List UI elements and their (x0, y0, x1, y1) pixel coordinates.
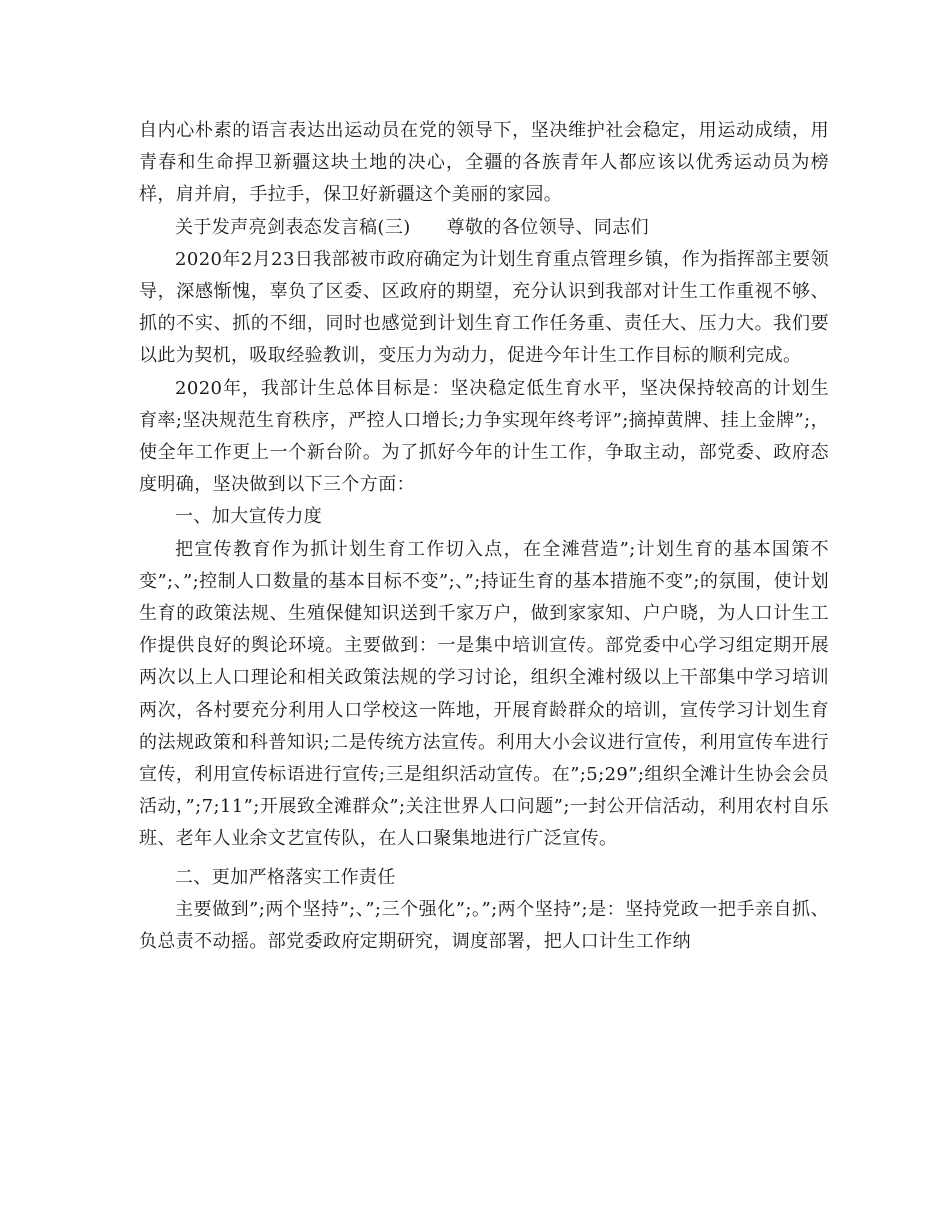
section-heading-1: 一、加大宣传力度 (175, 506, 323, 528)
salutation: 尊敬的各位领导、同志们 (446, 216, 650, 238)
paragraph-goals: 2020年，我部计生总体目标是：坚决稳定低生育水平，坚决保持较高的计划生育率;坚决规范生育秩序，严控人口增长;力争实现年终考评”;摘掉黄牌、挂上金牌”;，使全年工作更上一个新台阶。为了抓好今年的计生工作，争取主动，部党委、政府态度明确，坚决做到以下三个方面： (139, 377, 829, 496)
speech-title: 关于发声亮剑表态发言稿(三) (175, 216, 411, 238)
document-body (139, 115, 829, 958)
paragraph-publicity: 把宣传教育作为抓计划生育工作切入点，在全滩营造”;计划生育的基本国策不变”;、”;控制人口数量的基本目标不变”;、”;持证生育的基本措施不变”;的氛围，使计划生育的政策法规、生殖保健知识送到千家万户，做到家家知、户户晓，为人口计生工作提供良好的舆论环境。主要做到：一是集中培训宣传。部党委中心学习组定期开展两次以上人口理论和相关政策法规的学习讨论，组织全滩村级以上干部集中学习培训两次，各村要充分利用人口学校这一阵地，开展育龄群众的培训，宣传学习计划生育的法规政策和科普知识;二是传统方法宣传。利用大小会议进行宣传，利用宣传车进行宣传，利用宣传标语进行宣传;三是组织活动宣传。在”;5;29”;组织全滩计生协会会员活动，”;7;11”;开展致全滩群众”;关注世界人口问题”;一封公开信活动，利用农村自乐班、老年人业余文艺宣传队，在人口聚集地进行广泛宣传。 (139, 538, 829, 850)
paragraph-responsibility: 主要做到”;两个坚持”;、”;三个强化”;。”;两个坚持”;是：坚持党政一把手亲自抓、负总责不动摇。部党委政府定期研究，调度部署，把人口计生工作纳 (139, 898, 829, 953)
section-heading-2: 二、更加严格落实工作责任 (175, 866, 396, 888)
paragraph-background: 2020年2月23日我部被市政府确定为计划生育重点管理乡镇，作为指挥部主要领导，深感惭愧，辜负了区委、区政府的期望，充分认识到我部对计生工作重视不够、抓的不实、抓的不细，同时也感觉到计划生育工作任务重、责任大、压力大。我们要以此为契机，吸取经验教训，变压力为动力，促进今年计生工作目标的顺利完成。 (139, 248, 829, 367)
speech-title-line (139, 212, 829, 244)
paragraph-intro-continued: 自内心朴素的语言表达出运动员在党的领导下，坚决维护社会稳定，用运动成绩，用青春和生命捍卫新疆这块土地的决心，全疆的各族青年人都应该以优秀运动员为榜样，肩并肩，手拉手，保卫好新疆这个美丽的家园。 (139, 120, 829, 206)
